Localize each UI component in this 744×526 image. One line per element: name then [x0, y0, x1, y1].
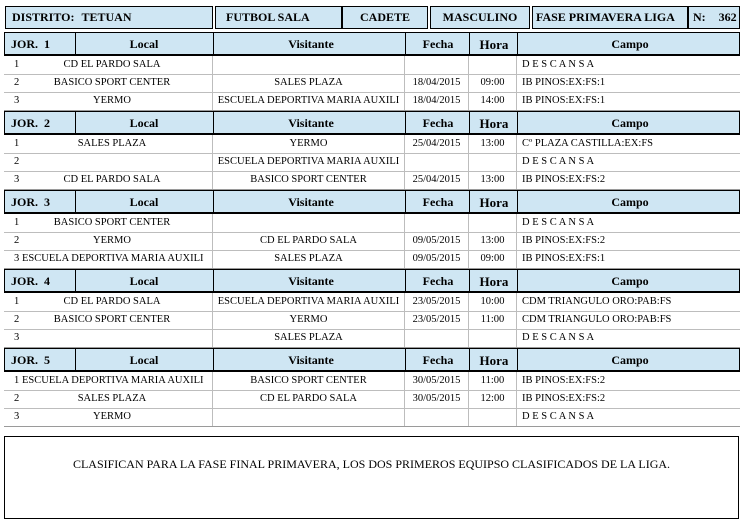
jornada-4	[4, 269, 740, 348]
match-hora	[469, 56, 516, 74]
match-campo: D E S C A N S A	[522, 156, 595, 167]
col-hora: Hora	[479, 37, 509, 52]
match-hora: 14:00	[480, 95, 505, 106]
match-row	[4, 214, 740, 232]
match-fecha: 25/04/2015	[412, 138, 461, 149]
match-row	[4, 390, 740, 408]
distrito-label: DISTRITO:	[12, 10, 75, 24]
col-visitante: Visitante	[288, 116, 334, 130]
match-visitante: YERMO	[289, 138, 328, 149]
match-campo: Cº PLAZA CASTILLA:EX:FS	[522, 138, 654, 149]
match-local: CD EL PARDO SALA	[63, 174, 161, 185]
distrito-value: TETUAN	[81, 10, 132, 24]
match-campo: IB PINOS:EX:FS:2	[522, 393, 606, 404]
match-fecha: 23/05/2015	[412, 314, 461, 325]
col-campo: Campo	[611, 195, 649, 209]
match-fecha	[405, 329, 468, 347]
match-hora: 13:00	[480, 174, 505, 185]
match-campo: CDM TRIANGULO ORO:PAB:FS	[522, 296, 672, 307]
col-visitante: Visitante	[288, 353, 334, 367]
match-number: 2	[14, 314, 20, 325]
match-fecha	[405, 408, 468, 426]
match-local: YERMO	[93, 95, 131, 106]
match-row	[4, 92, 740, 110]
match-campo: IB PINOS:EX:FS:2	[522, 174, 606, 185]
col-fecha: Fecha	[422, 195, 454, 209]
col-fecha: Fecha	[422, 353, 454, 367]
match-fecha: 18/04/2015	[412, 77, 461, 88]
col-hora: Hora	[479, 116, 509, 131]
col-campo: Campo	[611, 353, 649, 367]
match-fecha: 09/05/2015	[412, 235, 461, 246]
match-hora	[469, 214, 516, 232]
match-campo: IB PINOS:EX:FS:1	[522, 95, 606, 106]
match-number: 1	[14, 375, 20, 386]
jornada-number: 5	[44, 353, 50, 367]
match-visitante: BASICO SPORT CENTER	[250, 375, 367, 386]
genero-cell	[430, 6, 530, 29]
match-local: BASICO SPORT CENTER	[53, 217, 171, 228]
match-visitante: SALES PLAZA	[274, 253, 343, 264]
match-number: 1	[14, 138, 20, 149]
match-row	[4, 232, 740, 250]
distrito-cell	[5, 6, 213, 29]
categoria-value: CADETE	[359, 10, 410, 24]
col-local: Local	[129, 274, 159, 288]
genero-value: MASCULINO	[442, 10, 518, 24]
col-local: Local	[129, 353, 159, 367]
col-visitante: Visitante	[288, 37, 334, 51]
match-local: ESCUELA DEPORTIVA MARIA AUXILI	[22, 253, 204, 264]
match-local: BASICO SPORT CENTER	[53, 77, 171, 88]
match-local: YERMO	[93, 235, 131, 246]
deporte-cell	[215, 6, 342, 29]
col-local: Local	[129, 116, 159, 130]
jornada-header	[4, 111, 740, 135]
match-row	[4, 250, 740, 268]
col-local: Local	[129, 195, 159, 209]
match-fecha: 25/04/2015	[412, 174, 461, 185]
match-campo: IB PINOS:EX:FS:1	[522, 77, 606, 88]
match-campo: D E S C A N S A	[522, 217, 595, 228]
jornada-header	[4, 348, 740, 372]
match-local: SALES PLAZA	[77, 393, 147, 404]
match-row	[4, 153, 740, 171]
match-number: 3	[14, 411, 20, 422]
match-hora	[469, 153, 516, 171]
match-visitante: ESCUELA DEPORTIVA MARIA AUXILI	[217, 95, 400, 106]
col-hora: Hora	[479, 274, 509, 289]
match-row	[4, 408, 740, 426]
col-fecha: Fecha	[422, 274, 454, 288]
jornada-header	[4, 269, 740, 293]
col-fecha: Fecha	[422, 116, 454, 130]
match-visitante: CD EL PARDO SALA	[260, 393, 357, 404]
match-hora: 09:00	[480, 253, 505, 264]
jornada-header	[4, 190, 740, 214]
match-hora: 10:00	[480, 296, 505, 307]
match-visitante	[213, 214, 404, 232]
match-visitante: YERMO	[289, 314, 328, 325]
jornada-number: 1	[44, 37, 50, 51]
match-number: 2	[14, 235, 20, 246]
match-number: 2	[14, 77, 20, 88]
match-number: 3	[14, 174, 20, 185]
match-visitante: SALES PLAZA	[274, 77, 343, 88]
numero-label: N:	[693, 10, 706, 24]
col-campo: Campo	[611, 37, 649, 51]
match-local: YERMO	[93, 411, 131, 422]
match-visitante: BASICO SPORT CENTER	[250, 174, 367, 185]
classification-note: CLASIFICAN PARA LA FASE FINAL PRIMAVERA, LOS DOS PRIMEROS EQUIPSO CLASIFICADOS DE LA LIGA.	[72, 457, 671, 471]
match-visitante	[213, 408, 404, 426]
numero-cell	[688, 6, 740, 29]
match-local: BASICO SPORT CENTER	[53, 314, 171, 325]
match-hora	[469, 329, 516, 347]
match-fecha	[405, 56, 468, 74]
match-fecha	[405, 214, 468, 232]
match-fecha: 18/04/2015	[412, 95, 461, 106]
match-number: 1	[14, 296, 20, 307]
jornada-label: JOR. 4	[11, 274, 50, 288]
match-local	[14, 329, 210, 347]
match-hora: 13:00	[480, 138, 505, 149]
jornada-label: JOR. 5	[11, 353, 50, 367]
classification-note-box	[4, 436, 739, 519]
deporte-value: FUTBOL SALA	[226, 10, 310, 24]
match-campo: D E S C A N S A	[522, 59, 595, 70]
col-visitante: Visitante	[288, 274, 334, 288]
match-fecha	[405, 153, 468, 171]
numero-value: 362	[718, 10, 737, 24]
categoria-cell	[342, 6, 428, 29]
jornada-5	[4, 348, 740, 427]
jornada-label: JOR. 2	[11, 116, 50, 130]
match-campo: IB PINOS:EX:FS:2	[522, 235, 606, 246]
match-visitante: SALES PLAZA	[274, 332, 343, 343]
match-hora	[469, 408, 516, 426]
match-number: 1	[14, 217, 20, 228]
match-hora: 09:00	[480, 77, 505, 88]
jornada-label: JOR. 3	[11, 195, 50, 209]
match-local: SALES PLAZA	[77, 138, 147, 149]
match-row	[4, 311, 740, 329]
match-number: 2	[14, 393, 20, 404]
match-row	[4, 74, 740, 92]
match-visitante: ESCUELA DEPORTIVA MARIA AUXILI	[217, 296, 400, 307]
match-row	[4, 329, 740, 347]
match-fecha: 23/05/2015	[412, 296, 461, 307]
match-number: 3	[14, 95, 20, 106]
match-local: CD EL PARDO SALA	[63, 59, 161, 70]
match-campo: IB PINOS:EX:FS:1	[522, 253, 606, 264]
match-hora: 11:00	[480, 375, 505, 386]
jornada-1	[4, 32, 740, 111]
fase-cell	[532, 6, 688, 29]
col-local: Local	[129, 37, 159, 51]
match-hora: 13:00	[480, 235, 505, 246]
match-row	[4, 135, 740, 153]
jornada-number: 3	[44, 195, 50, 209]
match-campo: IB PINOS:EX:FS:2	[522, 375, 606, 386]
jornada-header	[4, 32, 740, 56]
match-number: 2	[14, 156, 20, 167]
match-local: CD EL PARDO SALA	[63, 296, 161, 307]
match-number: 3	[14, 332, 20, 343]
match-number: 1	[14, 59, 20, 70]
jornada-number: 4	[44, 274, 50, 288]
jornada-3	[4, 190, 740, 269]
match-fecha: 09/05/2015	[412, 253, 461, 264]
match-row	[4, 171, 740, 189]
match-number: 3	[14, 253, 20, 264]
match-campo: D E S C A N S A	[522, 411, 595, 422]
col-hora: Hora	[479, 353, 509, 368]
match-row	[4, 56, 740, 74]
match-visitante: CD EL PARDO SALA	[260, 235, 357, 246]
match-hora: 12:00	[480, 393, 505, 404]
match-campo: D E S C A N S A	[522, 332, 595, 343]
col-campo: Campo	[611, 116, 649, 130]
match-row	[4, 372, 740, 390]
match-campo: CDM TRIANGULO ORO:PAB:FS	[522, 314, 672, 325]
match-local: ESCUELA DEPORTIVA MARIA AUXILI	[22, 375, 204, 386]
match-fecha: 30/05/2015	[412, 375, 461, 386]
match-visitante: ESCUELA DEPORTIVA MARIA AUXILI	[217, 156, 400, 167]
match-hora: 11:00	[480, 314, 505, 325]
col-campo: Campo	[611, 274, 649, 288]
col-visitante: Visitante	[288, 195, 334, 209]
match-local	[14, 153, 210, 171]
jornada-number: 2	[44, 116, 50, 130]
jornada-label: JOR. 1	[11, 37, 50, 51]
fase-value: FASE PRIMAVERA LIGA	[536, 10, 675, 24]
col-fecha: Fecha	[422, 37, 454, 51]
match-row	[4, 293, 740, 311]
match-fecha: 30/05/2015	[412, 393, 461, 404]
col-hora: Hora	[479, 195, 509, 210]
jornada-2	[4, 111, 740, 190]
match-visitante	[213, 56, 404, 74]
